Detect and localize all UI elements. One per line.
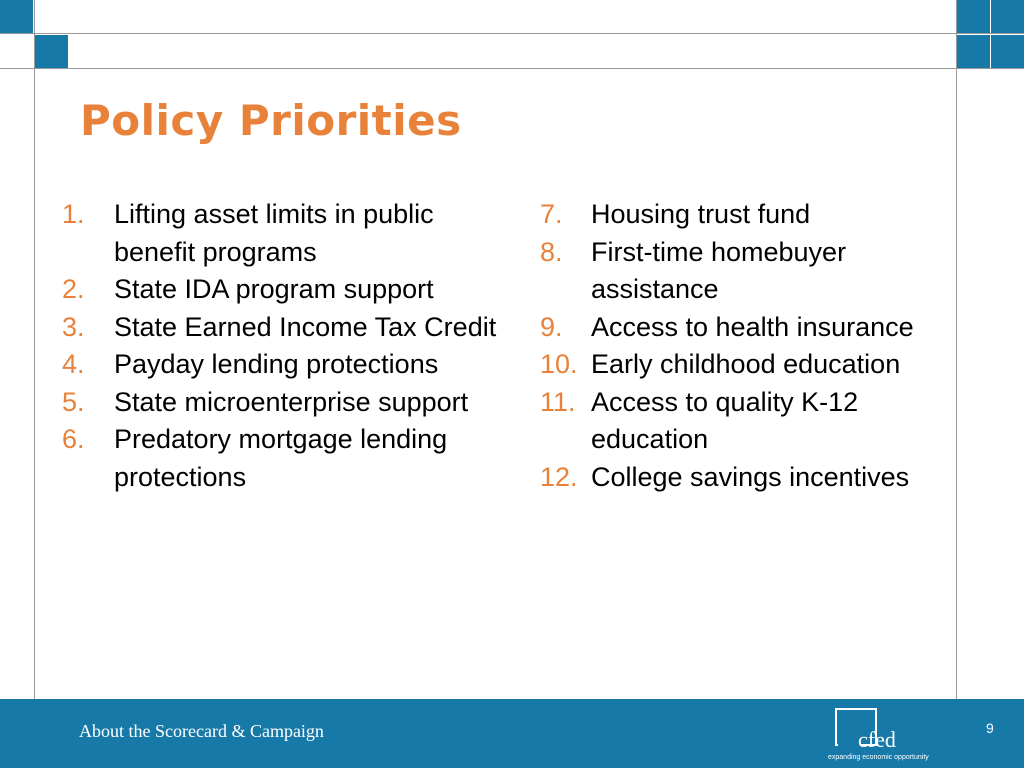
right-rule	[956, 0, 957, 699]
list-item	[62, 421, 502, 496]
list-item	[62, 309, 502, 347]
slide-title: Policy Priorities	[80, 96, 462, 145]
list-item-text: State microenterprise support	[114, 386, 469, 417]
list-item	[62, 384, 502, 422]
list-item-number: 8.	[540, 236, 563, 267]
left-rule	[34, 0, 35, 699]
list-item-text: Access to quality K-12 education	[591, 386, 859, 454]
list-item-number: 9.	[540, 311, 563, 342]
list-item	[540, 196, 940, 234]
list-item-number: 7.	[540, 199, 563, 229]
footer-text: About the Scorecard & Campaign	[79, 721, 324, 741]
corner-square-top-right-2	[991, 0, 1024, 33]
footer-bar	[0, 699, 1024, 768]
list-item	[62, 271, 502, 309]
list-item	[540, 384, 940, 459]
list-item-text: College savings incentives	[591, 461, 910, 492]
list-item-number: 11.	[540, 386, 576, 417]
priorities-list-left	[62, 196, 502, 496]
cfed-logo	[826, 706, 942, 764]
list-item-number: 3.	[62, 311, 85, 342]
list-item	[540, 309, 940, 347]
list-item-text: Lifting asset limits in public benefit programs	[114, 199, 434, 267]
list-item-text: Payday lending protections	[114, 349, 439, 379]
corner-square-top-right-1	[957, 0, 990, 33]
list-item-text: Predatory mortgage lending protections	[114, 424, 448, 492]
list-item-text: State IDA program support	[114, 274, 434, 304]
list-item	[540, 346, 940, 384]
list-item	[540, 234, 940, 309]
logo-tagline: expanding economic opportunity	[828, 754, 929, 761]
list-item	[62, 196, 502, 271]
list-item-number: 1.	[62, 199, 85, 229]
list-item-number: 4.	[62, 349, 85, 379]
priorities-list-right	[540, 196, 940, 496]
list-item-number: 2.	[62, 274, 85, 304]
top-rule	[0, 33, 1024, 34]
list-item-text: State Earned Income Tax Credit	[114, 311, 497, 342]
list-item-text: First-time homebuyer assistance	[591, 236, 847, 304]
list-item	[62, 346, 502, 384]
corner-square-right-2	[991, 35, 1024, 68]
list-item-text: Early childhood education	[591, 349, 901, 379]
list-item-number: 6.	[62, 424, 85, 454]
top-rule-2	[0, 68, 1024, 69]
list-item-number: 12.	[540, 461, 578, 492]
corner-square-top-left	[0, 0, 33, 33]
list-item-text: Access to health insurance	[591, 311, 914, 342]
logo-wordmark: cfed	[858, 727, 896, 752]
list-item	[540, 459, 940, 497]
list-item-text: Housing trust fund	[591, 199, 811, 229]
list-item-number: 10.	[540, 349, 578, 379]
list-item-number: 5.	[62, 386, 85, 417]
corner-square-right-1	[957, 35, 990, 68]
page-number: 9	[986, 720, 994, 736]
corner-square-left	[35, 35, 68, 68]
